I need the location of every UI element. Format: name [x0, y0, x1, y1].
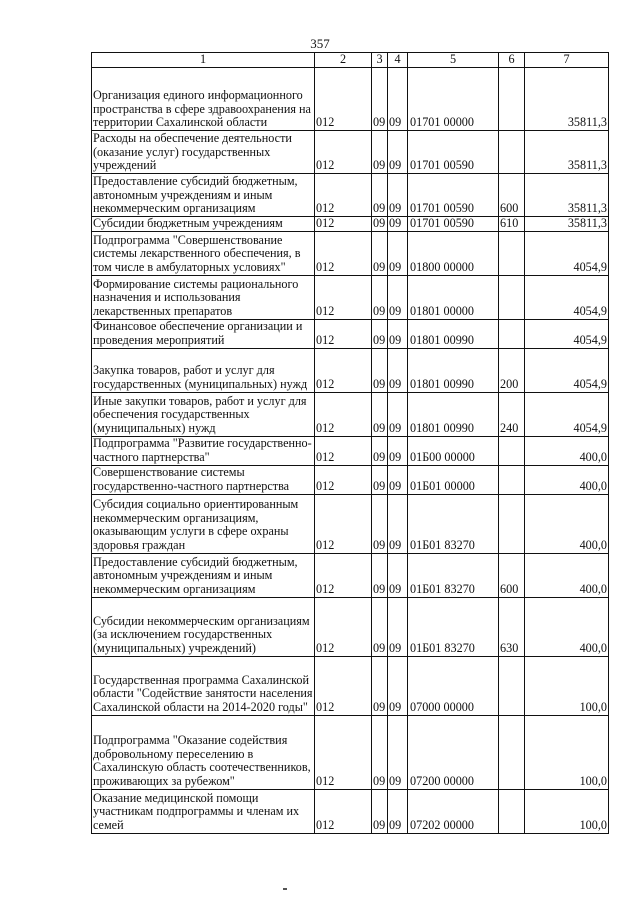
row-cell-c3: 09: [372, 131, 388, 174]
row-cell-c7: 35811,3: [525, 131, 609, 174]
row-cell-c5: 01701 00000: [408, 68, 499, 131]
row-cell-c3: 09: [372, 656, 388, 715]
header-row: [92, 53, 609, 68]
row-cell-c4: 09: [388, 348, 408, 392]
row-name-cell: Закупка товаров, работ и услуг для государственных (муниципальных) нужд: [92, 348, 315, 392]
row-cell-c3: 09: [372, 217, 388, 232]
row-cell-c6: 600: [499, 553, 525, 597]
row-cell-c5: 01Б01 83270: [408, 494, 499, 553]
row-cell-c6: [499, 789, 525, 833]
row-cell-c2: 012: [315, 392, 372, 436]
row-cell-c3: 09: [372, 68, 388, 131]
scan-mark: [283, 888, 287, 890]
row-cell-c7: 4054,9: [525, 231, 609, 275]
row-cell-c7: 400,0: [525, 597, 609, 656]
row-name-cell: Подпрограмма "Совершенствование системы лекарственного обеспечения, в том числе в амбулаторных условиях": [92, 231, 315, 275]
row-cell-c6: 600: [499, 174, 525, 217]
row-name-cell: Оказание медицинской помощи участникам подпрограммы и членам их семей: [92, 789, 315, 833]
row-cell-c3: 09: [372, 174, 388, 217]
row-cell-c3: 09: [372, 392, 388, 436]
row-cell-c6: [499, 656, 525, 715]
row-cell-c2: 012: [315, 494, 372, 553]
row-cell-c7: 4054,9: [525, 319, 609, 348]
row-cell-c6: [499, 319, 525, 348]
row-cell-c5: 01801 00990: [408, 348, 499, 392]
row-cell-c2: 012: [315, 597, 372, 656]
row-cell-c5: 01701 00590: [408, 217, 499, 232]
table-row: [92, 348, 609, 392]
row-cell-c4: 09: [388, 436, 408, 465]
row-cell-c3: 09: [372, 597, 388, 656]
row-cell-c2: 012: [315, 553, 372, 597]
row-name-cell: Субсидии бюджетным учреждениям: [92, 217, 315, 232]
row-cell-c3: 09: [372, 789, 388, 833]
row-cell-c4: 09: [388, 68, 408, 131]
row-cell-c5: 01801 00000: [408, 275, 499, 319]
header-col-3: 3: [372, 53, 388, 68]
row-cell-c2: 012: [315, 231, 372, 275]
table-row: [92, 553, 609, 597]
row-name-cell: Расходы на обеспечение деятельности (оказание услуг) государственных учреждений: [92, 131, 315, 174]
row-name-cell: Государственная программа Сахалинской области "Содействие занятости населения Сахалинской области на 2014-2020 годы": [92, 656, 315, 715]
row-cell-c4: 09: [388, 494, 408, 553]
row-name-cell: Организация единого информационного пространства в сфере здравоохранения на территории Сахалинской области: [92, 68, 315, 131]
row-cell-c3: 09: [372, 275, 388, 319]
row-cell-c3: 09: [372, 319, 388, 348]
row-cell-c2: 012: [315, 275, 372, 319]
row-cell-c7: 35811,3: [525, 174, 609, 217]
row-cell-c6: [499, 131, 525, 174]
row-name-cell: Финансовое обеспечение организации и проведения мероприятий: [92, 319, 315, 348]
row-cell-c5: 01701 00590: [408, 131, 499, 174]
row-cell-c4: 09: [388, 319, 408, 348]
row-cell-c3: 09: [372, 348, 388, 392]
budget-table: [91, 52, 609, 834]
table-row: [92, 174, 609, 217]
row-cell-c2: 012: [315, 319, 372, 348]
table-row: [92, 68, 609, 131]
table-body: [92, 68, 609, 834]
table-row: [92, 789, 609, 833]
table-row: [92, 217, 609, 232]
row-cell-c7: 35811,3: [525, 217, 609, 232]
row-cell-c2: 012: [315, 217, 372, 232]
table-row: [92, 319, 609, 348]
row-cell-c4: 09: [388, 217, 408, 232]
row-cell-c3: 09: [372, 553, 388, 597]
row-cell-c4: 09: [388, 231, 408, 275]
row-cell-c6: [499, 465, 525, 494]
row-cell-c2: 012: [315, 68, 372, 131]
table-row: [92, 436, 609, 465]
header-col-4: 4: [388, 53, 408, 68]
row-cell-c5: 01800 00000: [408, 231, 499, 275]
row-cell-c4: 09: [388, 465, 408, 494]
row-cell-c4: 09: [388, 275, 408, 319]
row-cell-c6: 240: [499, 392, 525, 436]
page-number: 357: [310, 36, 330, 51]
row-cell-c2: 012: [315, 131, 372, 174]
row-cell-c6: [499, 494, 525, 553]
table-row: [92, 275, 609, 319]
table-row: [92, 465, 609, 494]
row-cell-c2: 012: [315, 174, 372, 217]
header-col-1: 1: [92, 53, 315, 68]
row-cell-c4: 09: [388, 789, 408, 833]
row-cell-c7: 100,0: [525, 656, 609, 715]
row-cell-c7: 4054,9: [525, 392, 609, 436]
row-cell-c7: 400,0: [525, 465, 609, 494]
row-cell-c4: 09: [388, 715, 408, 789]
row-cell-c4: 09: [388, 597, 408, 656]
header-col-5: 5: [408, 53, 499, 68]
table-row: [92, 597, 609, 656]
row-cell-c7: 4054,9: [525, 348, 609, 392]
row-cell-c3: 09: [372, 465, 388, 494]
row-cell-c2: 012: [315, 465, 372, 494]
row-cell-c7: 100,0: [525, 789, 609, 833]
row-cell-c4: 09: [388, 656, 408, 715]
row-cell-c6: [499, 275, 525, 319]
table-row: [92, 392, 609, 436]
row-cell-c5: 01Б01 00000: [408, 465, 499, 494]
row-cell-c2: 012: [315, 789, 372, 833]
table-row: [92, 131, 609, 174]
row-name-cell: Подпрограмма "Оказание содействия добровольному переселению в Сахалинскую область соотечественников, проживающих за рубежом": [92, 715, 315, 789]
table-row: [92, 231, 609, 275]
table-row: [92, 494, 609, 553]
row-cell-c5: 01701 00590: [408, 174, 499, 217]
row-cell-c2: 012: [315, 348, 372, 392]
row-cell-c2: 012: [315, 656, 372, 715]
header-col-2: 2: [315, 53, 372, 68]
row-cell-c7: 35811,3: [525, 68, 609, 131]
row-cell-c3: 09: [372, 231, 388, 275]
row-cell-c7: 4054,9: [525, 275, 609, 319]
row-cell-c7: 400,0: [525, 494, 609, 553]
row-cell-c4: 09: [388, 131, 408, 174]
row-cell-c6: [499, 715, 525, 789]
row-cell-c4: 09: [388, 174, 408, 217]
row-cell-c5: 01Б01 83270: [408, 553, 499, 597]
table-row: [92, 715, 609, 789]
row-cell-c2: 012: [315, 715, 372, 789]
row-cell-c5: 01801 00990: [408, 392, 499, 436]
table-row: [92, 656, 609, 715]
row-name-cell: Субсидия социально ориентированным некоммерческим организациям, оказывающим услуги в сфере охраны здоровья граждан: [92, 494, 315, 553]
row-cell-c3: 09: [372, 494, 388, 553]
row-cell-c5: 01Б00 00000: [408, 436, 499, 465]
row-cell-c6: [499, 68, 525, 131]
row-cell-c7: 400,0: [525, 553, 609, 597]
row-name-cell: Иные закупки товаров, работ и услуг для обеспечения государственных (муниципальных) нужд: [92, 392, 315, 436]
header-col-6: 6: [499, 53, 525, 68]
row-cell-c4: 09: [388, 392, 408, 436]
row-cell-c5: 07000 00000: [408, 656, 499, 715]
row-name-cell: Формирование системы рационального назначения и использования лекарственных препаратов: [92, 275, 315, 319]
row-cell-c6: 610: [499, 217, 525, 232]
row-cell-c5: 01Б01 83270: [408, 597, 499, 656]
row-cell-c4: 09: [388, 553, 408, 597]
row-cell-c6: 200: [499, 348, 525, 392]
row-cell-c5: 07200 00000: [408, 715, 499, 789]
row-name-cell: Подпрограмма "Развитие государственно-частного партнерства": [92, 436, 315, 465]
row-cell-c5: 01801 00990: [408, 319, 499, 348]
header-col-7: 7: [525, 53, 609, 68]
row-cell-c6: 630: [499, 597, 525, 656]
row-name-cell: Совершенствование системы государственно-частного партнерства: [92, 465, 315, 494]
row-cell-c6: [499, 231, 525, 275]
row-cell-c7: 100,0: [525, 715, 609, 789]
row-name-cell: Предоставление субсидий бюджетным, автономным учреждениям и иным некоммерческим организациям: [92, 553, 315, 597]
row-cell-c5: 07202 00000: [408, 789, 499, 833]
row-name-cell: Субсидии некоммерческим организациям (за исключением государственных (муниципальных) учреждений): [92, 597, 315, 656]
row-cell-c3: 09: [372, 436, 388, 465]
row-name-cell: Предоставление субсидий бюджетным, автономным учреждениям и иным некоммерческим организациям: [92, 174, 315, 217]
row-cell-c2: 012: [315, 436, 372, 465]
row-cell-c3: 09: [372, 715, 388, 789]
row-cell-c6: [499, 436, 525, 465]
row-cell-c7: 400,0: [525, 436, 609, 465]
